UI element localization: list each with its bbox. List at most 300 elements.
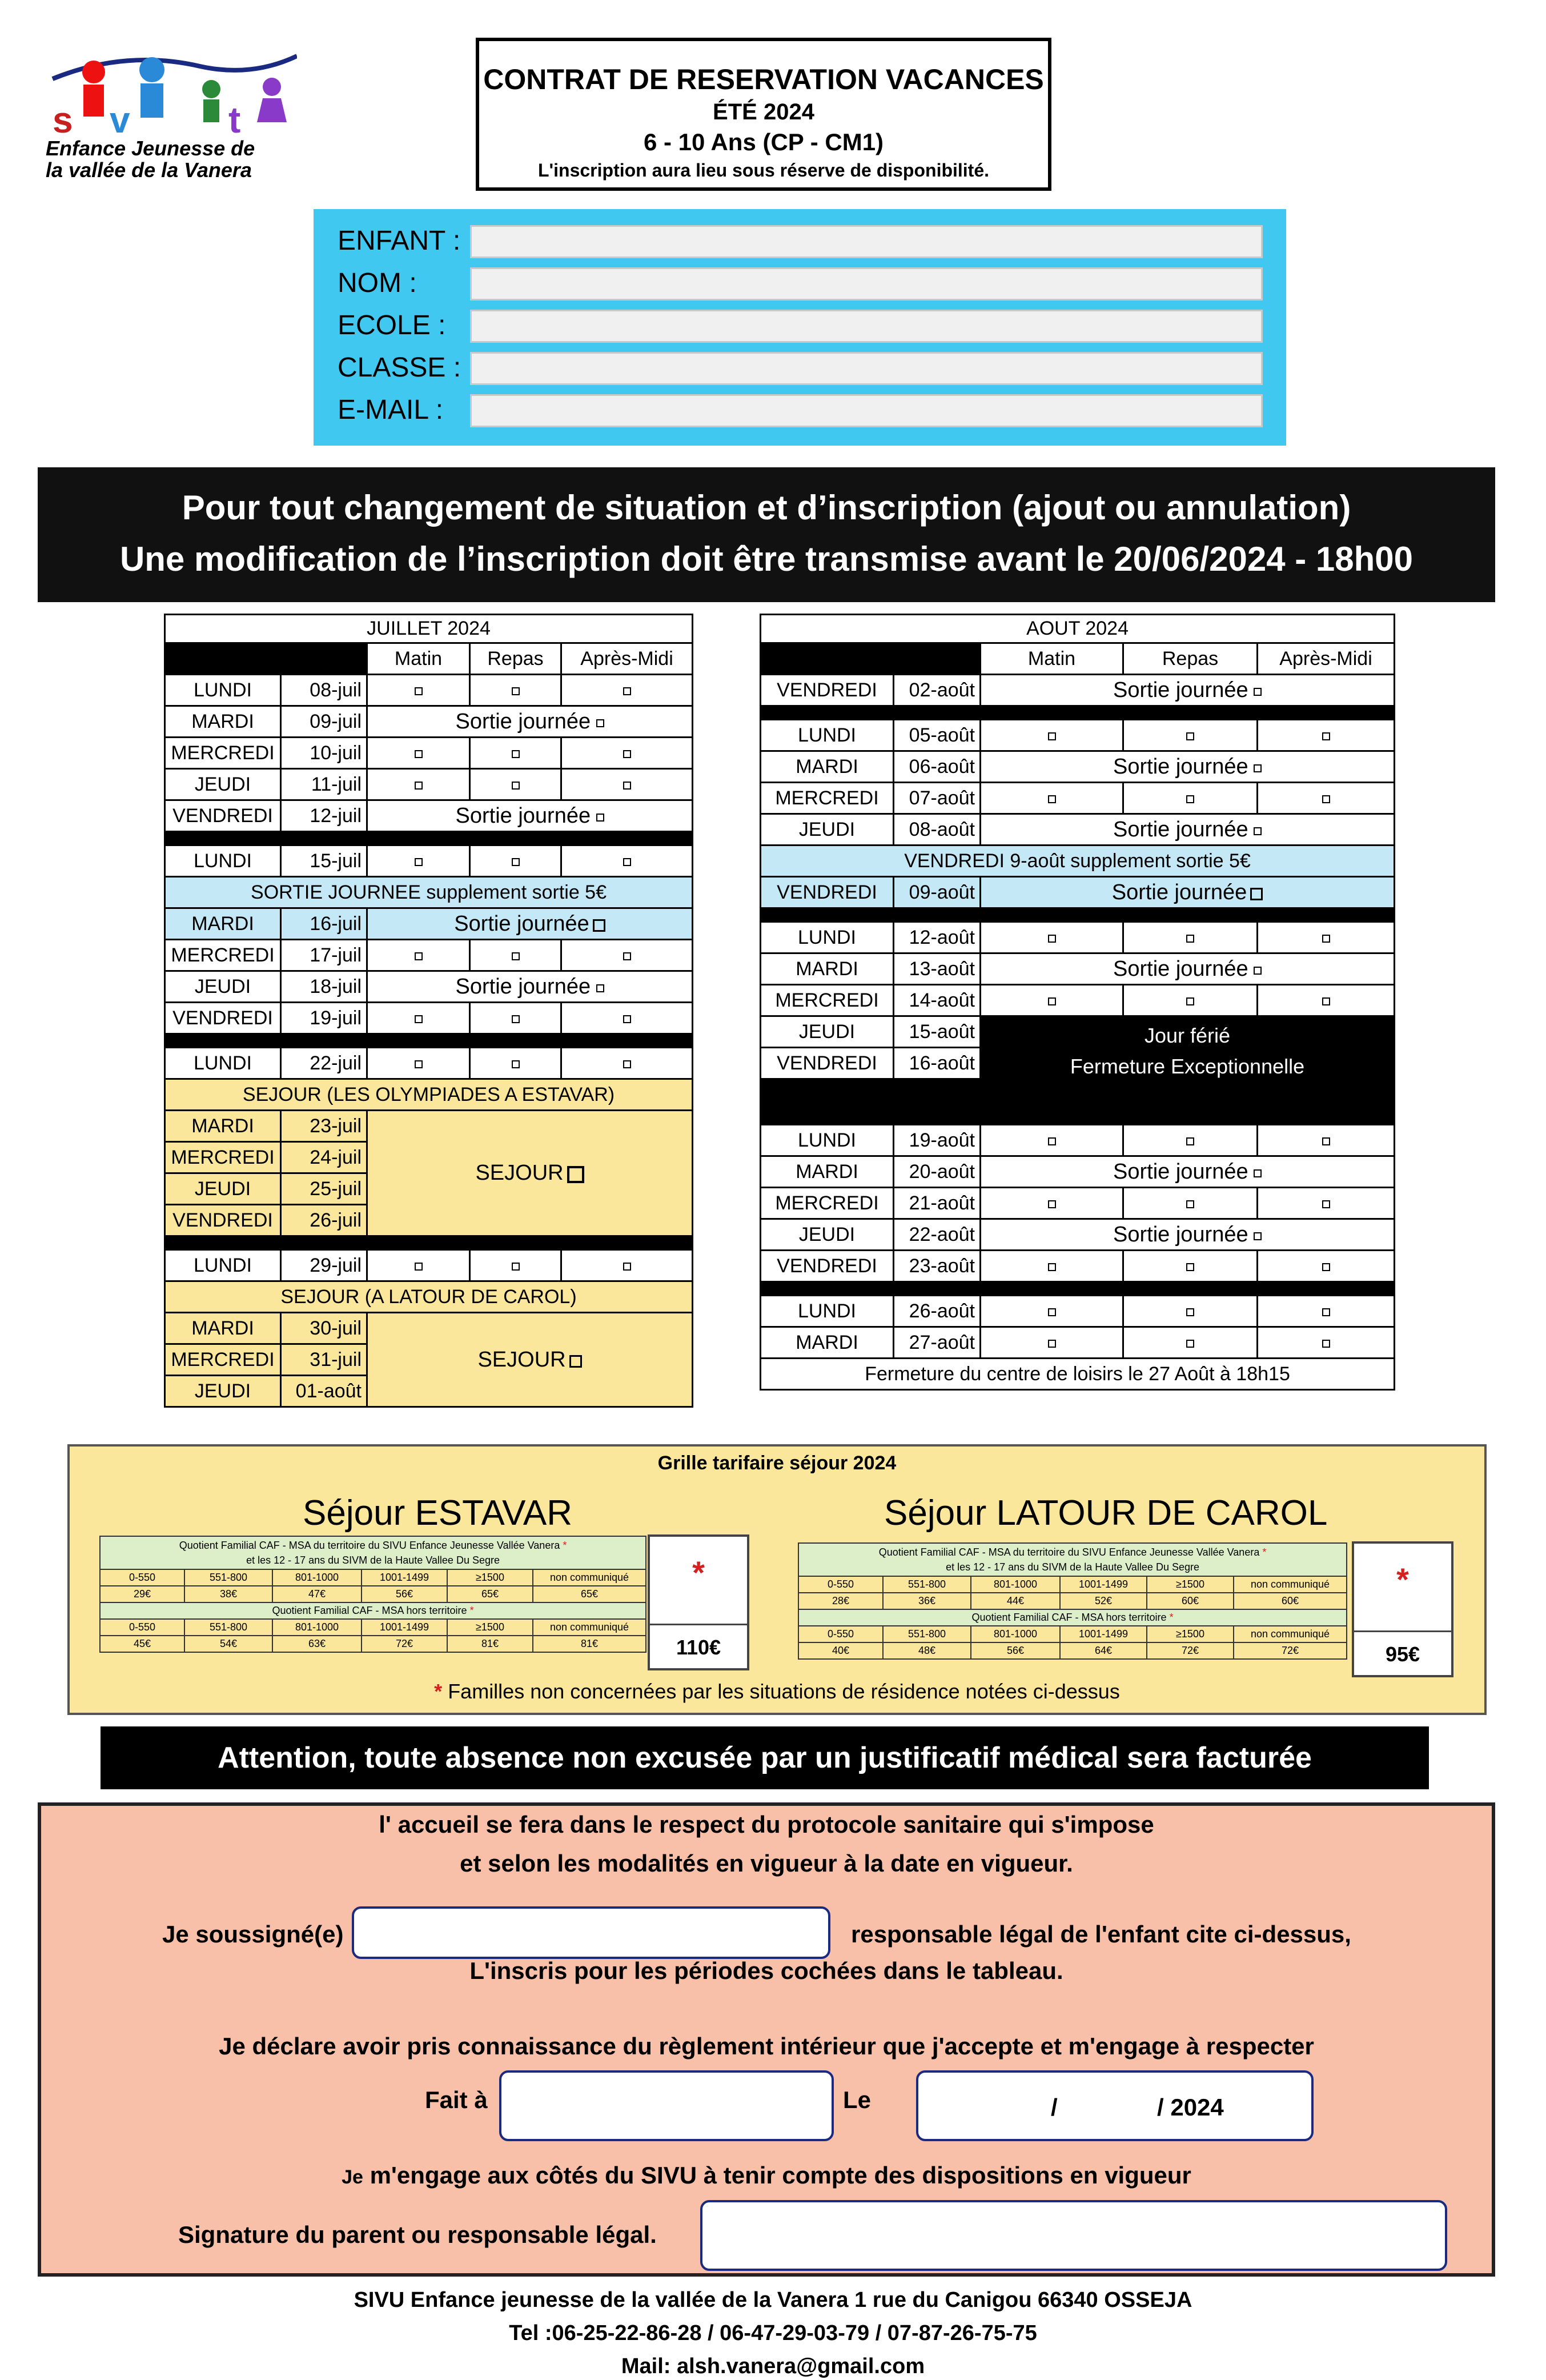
repas-cell[interactable] (1123, 1188, 1258, 1219)
price-cell: 36€ (883, 1593, 971, 1609)
repas-checkbox[interactable] (1186, 1340, 1194, 1348)
matin-checkbox[interactable] (415, 687, 423, 695)
apm-checkbox[interactable] (1322, 1308, 1330, 1316)
matin-cell[interactable] (367, 738, 470, 769)
bracket: 551-800 (184, 1619, 272, 1636)
sortie-label: Sortie journée (455, 974, 591, 999)
matin-cell[interactable] (981, 1327, 1123, 1359)
apm-checkbox[interactable] (1322, 1200, 1330, 1208)
matin-checkbox[interactable] (1048, 997, 1056, 1005)
matin-cell[interactable] (981, 922, 1123, 953)
col-matin: Matin (981, 643, 1123, 675)
matin-cell[interactable] (367, 1003, 470, 1034)
classe-label: CLASSE : (338, 352, 461, 383)
date-input[interactable] (916, 2070, 1314, 2141)
juillet-title: JUILLET 2024 (165, 615, 693, 643)
matin-checkbox[interactable] (415, 782, 423, 790)
matin-cell[interactable] (981, 1251, 1123, 1282)
week-separator (165, 1236, 693, 1250)
day-row (165, 971, 693, 1003)
header-blank (761, 643, 981, 675)
matin-checkbox[interactable] (415, 1263, 423, 1271)
day-name: MERCREDI (761, 783, 894, 814)
apm-checkbox[interactable] (623, 750, 631, 758)
repas-checkbox[interactable] (512, 858, 520, 866)
star-icon: * (434, 1680, 443, 1703)
day-row (761, 953, 1395, 985)
bracket: 1001-1499 (1060, 1626, 1147, 1642)
bracket: 801-1000 (272, 1569, 362, 1586)
repas-checkbox[interactable] (512, 687, 520, 695)
repas-cell[interactable] (470, 846, 561, 877)
footer-tel2: / 07-87-26-75-75 (875, 2321, 1037, 2345)
apm-cell[interactable] (1258, 1327, 1395, 1359)
day-date: 08-août (894, 814, 981, 846)
bracket: non communiqué (533, 1569, 646, 1586)
engage-label (41, 2161, 1492, 2191)
apm-cell[interactable] (1258, 1296, 1395, 1327)
day-date: 07-août (894, 783, 981, 814)
apm-cell[interactable] (1258, 783, 1395, 814)
latour-price: 95€ (1354, 1630, 1451, 1677)
matin-checkbox[interactable] (1048, 1137, 1056, 1145)
week-separator (761, 908, 1395, 922)
aout-sortie-supplement: VENDREDI 9-août supplement sortie 5€ (761, 846, 1395, 877)
apm-checkbox[interactable] (623, 687, 631, 695)
sortie-cell[interactable] (981, 877, 1395, 908)
sortie-checkbox[interactable] (1254, 1169, 1262, 1177)
child-row-ecole (338, 307, 1263, 344)
day-name: JEUDI (165, 971, 281, 1003)
ecole-field[interactable] (470, 310, 1263, 343)
repas-checkbox[interactable] (512, 952, 520, 960)
sejour-estavar-checkbox[interactable] (567, 1166, 584, 1183)
matin-cell[interactable] (367, 940, 470, 971)
child-row-email (338, 392, 1263, 428)
day-row (761, 1125, 1395, 1156)
latour-h2: Quotient Familial CAF - MSA hors territoire (971, 1612, 1167, 1623)
sortie-label: Sortie journée (1113, 754, 1248, 779)
matin-cell[interactable] (367, 846, 470, 877)
day-name: LUNDI (761, 1125, 894, 1156)
matin-checkbox[interactable] (415, 1060, 423, 1068)
matin-cell[interactable] (981, 720, 1123, 751)
season-label: ÉTÉ 2024 (713, 99, 814, 125)
matin-cell[interactable] (367, 1048, 470, 1079)
price-cell: 56€ (971, 1642, 1060, 1659)
price-cell: 72€ (362, 1636, 447, 1652)
matin-checkbox[interactable] (1048, 1308, 1056, 1316)
apm-checkbox[interactable] (623, 1015, 631, 1023)
day-date: 21-août (894, 1188, 981, 1219)
day-date: 18-juil (281, 971, 367, 1003)
signature-input[interactable] (700, 2200, 1447, 2271)
estavar-h1b: et les 12 - 17 ans du SIVM de la Haute Vallee Du Segre (246, 1554, 500, 1566)
le-label: Le (843, 2086, 872, 2113)
sortie-label: Sortie journée (455, 709, 591, 734)
contract-title: CONTRAT DE RESERVATION VACANCES (483, 63, 1044, 95)
matin-cell[interactable] (981, 1296, 1123, 1327)
logo-figures-icon (46, 43, 297, 135)
day-name: VENDREDI (761, 675, 894, 706)
modification-banner (38, 467, 1495, 602)
price-cell: 72€ (1147, 1642, 1234, 1659)
day-date: 23-août (894, 1251, 981, 1282)
day-name: MARDI (761, 953, 894, 985)
day-date: 29-juil (281, 1250, 367, 1281)
sortie-cell[interactable] (981, 675, 1395, 706)
juillet-sortie-supplement: SORTIE JOURNEE supplement sortie 5€ (165, 877, 693, 908)
age-label: 6 - 10 Ans (CP - CM1) (643, 129, 884, 155)
repas-checkbox[interactable] (1186, 1308, 1194, 1316)
sortie-checkbox[interactable] (593, 919, 605, 932)
date-slash: / (1051, 2094, 1058, 2121)
repas-checkbox[interactable] (1186, 732, 1194, 740)
sivu-logo (46, 43, 297, 182)
day-row (165, 940, 693, 971)
matin-checkbox[interactable] (1048, 935, 1056, 943)
day-name: JEUDI (165, 769, 281, 800)
sortie-checkbox[interactable] (596, 719, 604, 727)
nom-field[interactable] (470, 267, 1263, 300)
matin-cell[interactable] (981, 985, 1123, 1016)
apm-checkbox[interactable] (623, 858, 631, 866)
sortie-cell[interactable] (981, 1219, 1395, 1251)
apm-checkbox[interactable] (1322, 997, 1330, 1005)
declare-label: Je déclare avoir pris connaissance du règlement intérieur que j'accepte et m'engage à respecter (219, 2033, 1314, 2060)
child-info-box (314, 209, 1286, 446)
day-date: 19-juil (281, 1003, 367, 1034)
col-repas: Repas (470, 643, 561, 675)
repas-cell[interactable] (1123, 985, 1258, 1016)
apm-checkbox[interactable] (1322, 935, 1330, 943)
bracket: 551-800 (883, 1576, 971, 1593)
day-name: MERCREDI (761, 1188, 894, 1219)
repas-checkbox[interactable] (512, 750, 520, 758)
day-row (165, 706, 693, 738)
svg-text:v: v (110, 99, 130, 135)
repas-checkbox[interactable] (1186, 1263, 1194, 1271)
sortie-checkbox[interactable] (1254, 827, 1262, 835)
repas-checkbox[interactable] (512, 782, 520, 790)
matin-checkbox[interactable] (415, 1015, 423, 1023)
col-repas: Repas (1123, 643, 1258, 675)
apm-checkbox[interactable] (1322, 1137, 1330, 1145)
bracket: 801-1000 (971, 1626, 1060, 1642)
repas-checkbox[interactable] (1186, 1137, 1194, 1145)
bracket: 551-800 (883, 1626, 971, 1642)
sejour-estavar-cell[interactable] (367, 1111, 693, 1236)
day-row (761, 1156, 1395, 1188)
day-row (761, 814, 1395, 846)
apm-checkbox[interactable] (1322, 732, 1330, 740)
apm-cell[interactable] (1258, 1125, 1395, 1156)
sejour-latour-checkbox[interactable] (569, 1355, 582, 1368)
week-separator (761, 1282, 1395, 1296)
sortie-cell[interactable] (367, 800, 693, 832)
apm-cell[interactable] (561, 675, 693, 706)
price-cell: 65€ (447, 1586, 533, 1602)
day-name: VENDREDI (165, 1003, 281, 1034)
repas-cell[interactable] (470, 769, 561, 800)
sortie-checkbox[interactable] (596, 814, 604, 822)
bracket: non communiqué (533, 1619, 646, 1636)
day-name: VENDREDI (761, 1048, 894, 1079)
latour-header-hors (798, 1609, 1347, 1626)
repas-cell[interactable] (470, 1003, 561, 1034)
matin-checkbox[interactable] (415, 858, 423, 866)
tarif-grid-box (67, 1444, 1487, 1715)
aout-table (760, 614, 1395, 1391)
matin-cell[interactable] (367, 675, 470, 706)
week-separator (761, 706, 1395, 720)
price-cell: 60€ (1234, 1593, 1347, 1609)
child-row-enfant (338, 223, 1263, 259)
day-date: 23-juil (281, 1111, 367, 1142)
price-cell: 38€ (184, 1586, 272, 1602)
apm-cell[interactable] (561, 1003, 693, 1034)
repas-cell[interactable] (470, 1048, 561, 1079)
child-row-classe (338, 350, 1263, 386)
sortie-cell[interactable] (367, 971, 693, 1003)
matin-cell[interactable] (981, 783, 1123, 814)
enfant-field[interactable] (470, 225, 1263, 258)
classe-field[interactable] (470, 352, 1263, 385)
sortie-label: Sortie journée (1113, 817, 1248, 842)
sortie-cell[interactable] (981, 814, 1395, 846)
repas-cell[interactable] (1123, 922, 1258, 953)
repas-checkbox[interactable] (512, 1060, 520, 1068)
day-date: 10-juil (281, 738, 367, 769)
nom-label: NOM : (338, 268, 417, 298)
day-name: JEUDI (761, 1016, 894, 1048)
day-row (761, 1251, 1395, 1282)
sejour-estavar-title: Séjour ESTAVAR (303, 1493, 573, 1533)
day-date: 13-août (894, 953, 981, 985)
aout-title: AOUT 2024 (761, 615, 1395, 643)
sortie-cell[interactable] (981, 751, 1395, 783)
day-name: MARDI (165, 1111, 281, 1142)
bracket: 1001-1499 (1060, 1576, 1147, 1593)
header-blank (165, 643, 367, 675)
matin-cell[interactable] (367, 1250, 470, 1281)
sortie-checkbox[interactable] (1254, 688, 1262, 696)
day-date: 11-juil (281, 769, 367, 800)
day-date: 31-juil (281, 1344, 367, 1376)
juillet-table (164, 614, 693, 1408)
day-date: 05-août (894, 720, 981, 751)
apm-cell[interactable] (561, 738, 693, 769)
repas-checkbox[interactable] (1186, 795, 1194, 803)
apm-checkbox[interactable] (1322, 1263, 1330, 1271)
day-row (761, 1188, 1395, 1219)
day-date: 16-août (894, 1048, 981, 1079)
apm-cell[interactable] (561, 1250, 693, 1281)
apm-cell[interactable] (1258, 922, 1395, 953)
repas-cell[interactable] (470, 738, 561, 769)
day-row (165, 1111, 693, 1142)
apm-cell[interactable] (561, 940, 693, 971)
bracket: 1001-1499 (362, 1619, 447, 1636)
aout-closing-note: Fermeture du centre de loisirs le 27 Août à 18h15 (761, 1359, 1395, 1390)
day-name: VENDREDI (761, 1251, 894, 1282)
star-icon: * (563, 1540, 567, 1551)
soussigne-input[interactable] (352, 1906, 830, 1959)
sortie-label: Sortie journée (1113, 956, 1248, 981)
day-row (761, 675, 1395, 706)
day-date: 26-juil (281, 1205, 367, 1236)
fait-a-input[interactable] (499, 2070, 834, 2141)
bracket: non communiqué (1234, 1576, 1347, 1593)
tarif-grid-title: Grille tarifaire séjour 2024 (657, 1452, 897, 1474)
day-name: MARDI (761, 1156, 894, 1188)
apm-checkbox[interactable] (623, 782, 631, 790)
banner-line1: Pour tout changement de situation et d’inscription (ajout ou annulation) (182, 488, 1351, 527)
sortie-cell[interactable] (367, 908, 693, 940)
star-icon: * (1262, 1546, 1267, 1558)
availability-note: L'inscription aura lieu sous réserve de disponibilité. (537, 160, 990, 181)
sejour-latour-header: SEJOUR (A LATOUR DE CAROL) (165, 1281, 693, 1313)
price-cell: 60€ (1147, 1593, 1234, 1609)
sortie-checkbox[interactable] (1254, 764, 1262, 772)
latour-h1: Quotient Familial CAF - MSA du territoire du SIVU Enfance Jeunesse Vallée Vanera (878, 1546, 1260, 1558)
bracket: ≥1500 (447, 1569, 533, 1586)
price-cell: 54€ (184, 1636, 272, 1652)
day-date: 15-août (894, 1016, 981, 1048)
repas-checkbox[interactable] (512, 1015, 520, 1023)
apm-checkbox[interactable] (623, 952, 631, 960)
sortie-cell[interactable] (981, 1156, 1395, 1188)
repas-cell[interactable] (1123, 720, 1258, 751)
repas-checkbox[interactable] (1186, 997, 1194, 1005)
day-name: LUNDI (165, 1048, 281, 1079)
sortie-cell[interactable] (367, 706, 693, 738)
sejour-latour-cell[interactable] (367, 1313, 693, 1407)
svg-text:s: s (53, 99, 73, 135)
day-name: LUNDI (165, 675, 281, 706)
apm-cell[interactable] (561, 1048, 693, 1079)
contract-title-box (476, 38, 1051, 191)
repas-checkbox[interactable] (512, 1263, 520, 1271)
day-row (761, 1327, 1395, 1359)
day-name: VENDREDI (761, 877, 894, 908)
day-row (165, 1003, 693, 1034)
bracket: 0-550 (798, 1626, 883, 1642)
sortie-checkbox[interactable] (596, 984, 604, 992)
email-field[interactable] (470, 394, 1263, 427)
matin-checkbox[interactable] (1048, 732, 1056, 740)
day-row (165, 1313, 693, 1344)
repas-checkbox[interactable] (1186, 1200, 1194, 1208)
price-cell: 65€ (533, 1586, 646, 1602)
sejour-estavar-header: SEJOUR (LES OLYMPIADES A ESTAVAR) (165, 1079, 693, 1111)
day-date: 27-août (894, 1327, 981, 1359)
bracket: 801-1000 (272, 1619, 362, 1636)
day-name: LUNDI (761, 1296, 894, 1327)
day-name: MERCREDI (165, 738, 281, 769)
repas-cell[interactable] (1123, 1251, 1258, 1282)
day-date: 22-juil (281, 1048, 367, 1079)
latour-header-territoire (798, 1543, 1347, 1576)
estavar-price: 110€ (650, 1624, 747, 1670)
sortie-checkbox[interactable] (1254, 1232, 1262, 1240)
apm-checkbox[interactable] (1322, 1340, 1330, 1348)
matin-checkbox[interactable] (1048, 795, 1056, 803)
matin-checkbox[interactable] (1048, 1340, 1056, 1348)
repas-cell[interactable] (470, 940, 561, 971)
day-row (761, 922, 1395, 953)
day-name: MARDI (761, 1327, 894, 1359)
day-name: VENDREDI (165, 1205, 281, 1236)
apm-cell[interactable] (561, 846, 693, 877)
matin-cell[interactable] (367, 769, 470, 800)
repas-cell[interactable] (1123, 1327, 1258, 1359)
day-date: 06-août (894, 751, 981, 783)
apm-cell[interactable] (561, 769, 693, 800)
day-row (761, 1296, 1395, 1327)
repas-cell[interactable] (1123, 1125, 1258, 1156)
star-icon: * (692, 1554, 705, 1590)
day-date: 14-août (894, 985, 981, 1016)
estavar-header-hors (100, 1602, 646, 1619)
sortie-checkbox[interactable] (1254, 967, 1262, 975)
price-cell: 28€ (798, 1593, 883, 1609)
matin-checkbox[interactable] (1048, 1200, 1056, 1208)
apm-cell[interactable] (1258, 1251, 1395, 1282)
bracket: 0-550 (798, 1576, 883, 1593)
estavar-tarif-table (99, 1536, 646, 1653)
apm-checkbox[interactable] (623, 1060, 631, 1068)
matin-checkbox[interactable] (415, 750, 423, 758)
apm-cell[interactable] (1258, 985, 1395, 1016)
matin-cell[interactable] (981, 1188, 1123, 1219)
consent-form (38, 1802, 1495, 2277)
price-cell: 40€ (798, 1642, 883, 1659)
repas-cell[interactable] (1123, 1296, 1258, 1327)
matin-checkbox[interactable] (415, 952, 423, 960)
repas-checkbox[interactable] (1186, 935, 1194, 943)
day-row (165, 1048, 693, 1079)
sejour-label: SEJOUR (477, 1347, 566, 1372)
apm-checkbox[interactable] (1322, 795, 1330, 803)
sejour-latour-title: Séjour LATOUR DE CAROL (884, 1493, 1328, 1533)
repas-cell[interactable] (470, 675, 561, 706)
apm-cell[interactable] (1258, 720, 1395, 751)
day-row (165, 908, 693, 940)
sortie-cell[interactable] (981, 953, 1395, 985)
repas-cell[interactable] (470, 1250, 561, 1281)
footer-tel (0, 2317, 1546, 2350)
sortie-checkbox[interactable] (1250, 888, 1263, 900)
day-row (761, 877, 1395, 908)
matin-checkbox[interactable] (1048, 1263, 1056, 1271)
sejour-label: SEJOUR (475, 1161, 564, 1185)
repas-cell[interactable] (1123, 783, 1258, 814)
enfant-label: ENFANT : (338, 226, 461, 256)
day-date: 25-juil (281, 1173, 367, 1205)
day-date: 24-juil (281, 1142, 367, 1173)
apm-cell[interactable] (1258, 1188, 1395, 1219)
week-separator (165, 1034, 693, 1048)
estavar-header-territoire (100, 1536, 646, 1569)
day-date: 09-août (894, 877, 981, 908)
matin-cell[interactable] (981, 1125, 1123, 1156)
day-name: VENDREDI (165, 800, 281, 832)
apm-checkbox[interactable] (623, 1263, 631, 1271)
price-cell: 63€ (272, 1636, 362, 1652)
tarif-note (70, 1680, 1484, 1704)
footer-mail: Mail: alsh.vanera@gmail.com (621, 2354, 925, 2378)
